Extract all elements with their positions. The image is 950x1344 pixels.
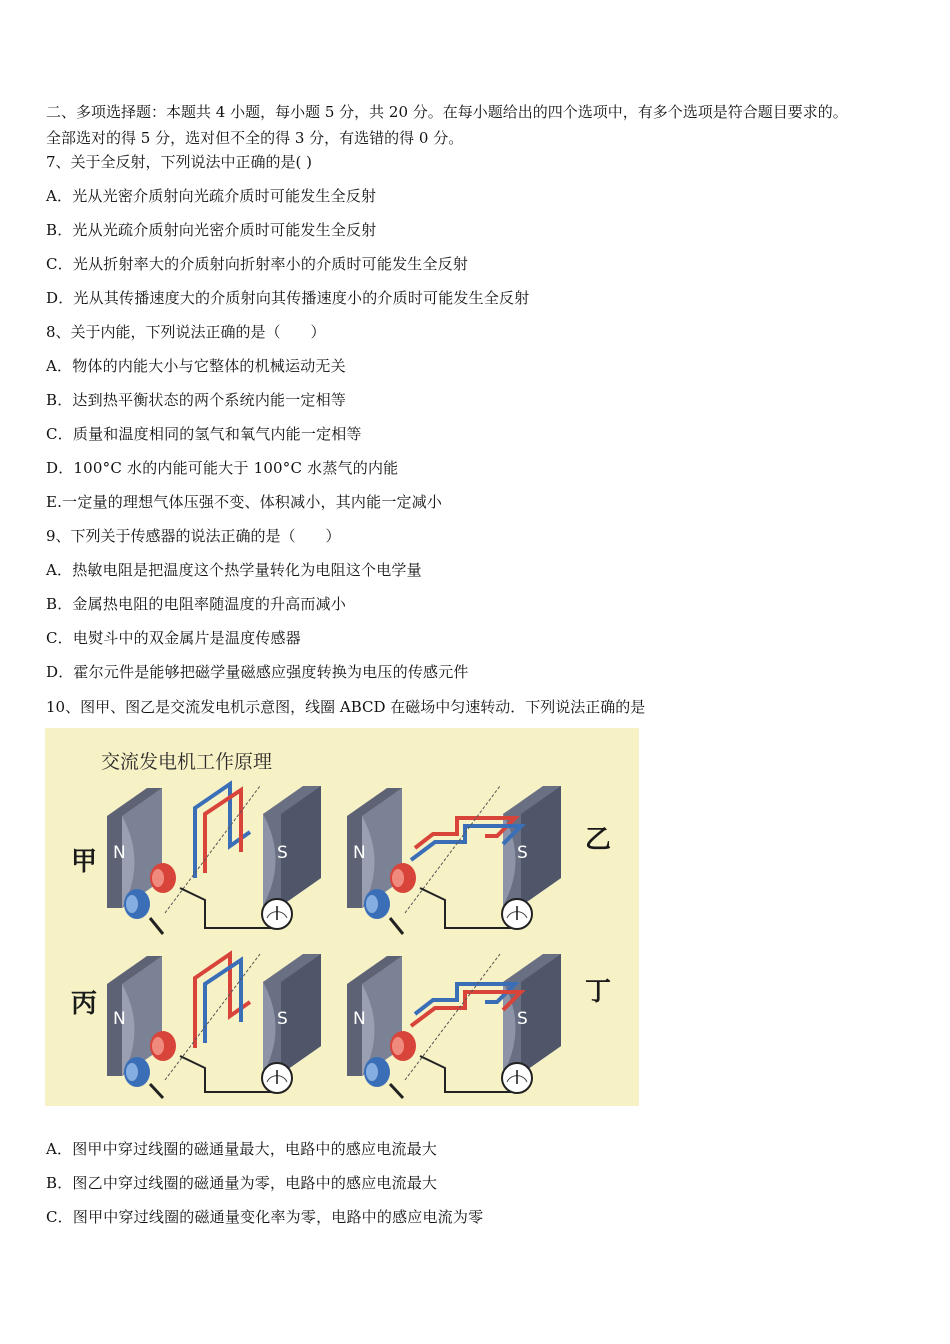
- option-a: A．热敏电阻是把温度这个热学量转化为电阻这个电学量: [46, 561, 422, 579]
- option-c: C．质量和温度相同的氢气和氧气内能一定相等: [46, 425, 362, 443]
- question-stem: 7、关于全反射，下列说法中正确的是( ): [46, 153, 313, 171]
- question-stem: 9、下列关于传感器的说法正确的是（ ）: [46, 527, 341, 545]
- option-b: B．达到热平衡状态的两个系统内能一定相等: [46, 391, 347, 409]
- question-stem: 8、关于内能，下列说法正确的是（ ）: [46, 323, 326, 341]
- section-instruction-line1: 二、多项选择题：本题共 4 小题，每小题 5 分，共 20 分。在每小题给出的四个选项中，有多个选项是符合题目要求的。: [46, 103, 848, 121]
- option-c: C．光从折射率大的介质射向折射率小的介质时可能发生全反射: [46, 255, 469, 273]
- option-c: C．图甲中穿过线圈的磁通量变化率为零，电路中的感应电流为零: [46, 1208, 484, 1226]
- pole-n-label: N: [113, 843, 126, 863]
- pole-n-label: N: [113, 1009, 126, 1029]
- option-d: D．100°C 水的内能可能大于 100°C 水蒸气的内能: [46, 459, 399, 477]
- figure-title: 交流发电机工作原理: [101, 751, 273, 773]
- option-a: A．物体的内能大小与它整体的机械运动无关: [46, 357, 346, 375]
- panel-label-jia: 甲: [71, 847, 98, 877]
- option-b: B．金属热电阻的电阻率随温度的升高而减小: [46, 595, 347, 613]
- pole-s-label: S: [277, 1009, 288, 1029]
- option-b: B．光从光疏介质射向光密介质时可能发生全反射: [46, 221, 377, 239]
- option-e: E.一定量的理想气体压强不变、体积减小，其内能一定减小: [46, 493, 443, 511]
- panel-bing: [71, 954, 321, 1098]
- pole-n-label: N: [353, 1009, 366, 1029]
- panel-jia: [71, 784, 321, 934]
- panel-label-ding: 丁: [585, 977, 612, 1007]
- panel-label-bing: 丙: [71, 989, 98, 1019]
- option-b: B．图乙中穿过线圈的磁通量为零，电路中的感应电流最大: [46, 1174, 438, 1192]
- pole-s-label: S: [517, 843, 528, 863]
- option-a: A．光从光密介质射向光疏介质时可能发生全反射: [46, 187, 377, 205]
- question-stem: 10、图甲、图乙是交流发电机示意图，线圈 ABCD 在磁场中匀速转动．下列说法正确的是: [46, 698, 646, 716]
- option-d: D．光从其传播速度大的介质射向其传播速度小的介质时可能发生全反射: [46, 289, 530, 307]
- pole-n-label: N: [353, 843, 366, 863]
- pole-s-label: S: [277, 843, 288, 863]
- panel-ding: [347, 954, 611, 1098]
- generator-figure: [45, 728, 639, 1106]
- section-instruction-line2: 全部选对的得 5 分，选对但不全的得 3 分，有选错的得 0 分。: [46, 129, 464, 147]
- pole-s-label: S: [517, 1009, 528, 1029]
- panel-label-yi: 乙: [585, 825, 612, 855]
- option-d: D．霍尔元件是能够把磁学量磁感应强度转换为电压的传感元件: [46, 663, 469, 681]
- option-a: A．图甲中穿过线圈的磁通量最大，电路中的感应电流最大: [46, 1140, 438, 1158]
- option-c: C．电熨斗中的双金属片是温度传感器: [46, 629, 301, 647]
- panel-yi: [347, 786, 611, 934]
